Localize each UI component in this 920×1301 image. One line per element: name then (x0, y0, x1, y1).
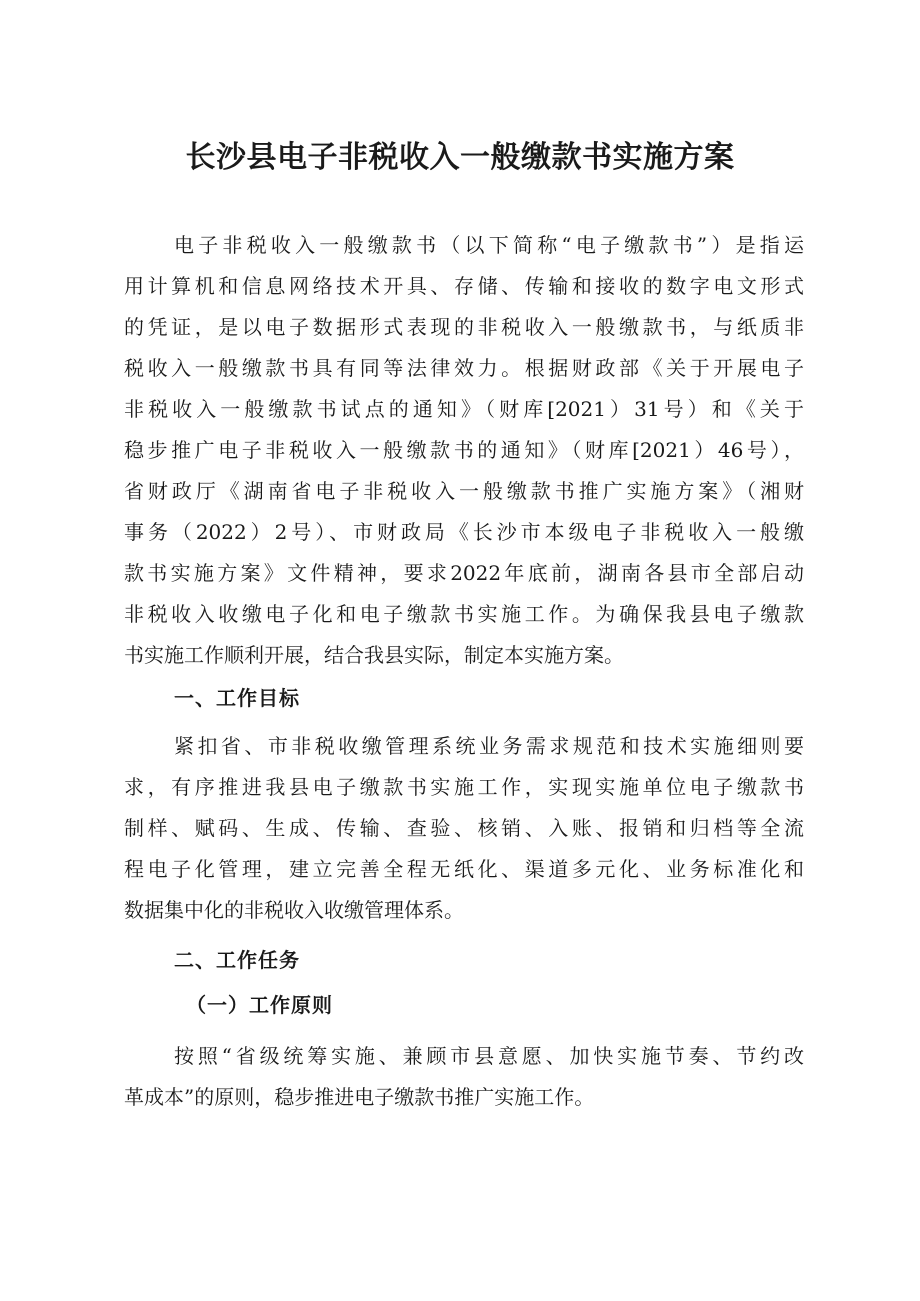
subsection-heading-principles: （一）工作原则 (186, 993, 333, 1017)
document-title: 长沙县电子非税收入一般缴款书实施方案 (185, 140, 735, 175)
intro-line: 省财政厅《湖南省电子非税收入一般缴款书推广实施方案》（湘财 (124, 479, 804, 503)
intro-line: 的凭证，是以电子数据形式表现的非税收入一般缴款书，与纸质非 (124, 315, 804, 339)
section-heading-goals: 一、工作目标 (174, 686, 300, 710)
section1-line: 程电子化管理，建立完善全程无纸化、渠道多元化、业务标准化和 (124, 857, 804, 881)
intro-line: 用计算机和信息网络技术开具、存储、传输和接收的数字电文形式 (124, 274, 804, 298)
section-heading-tasks: 二、工作任务 (174, 948, 300, 972)
intro-line: 款书实施方案》文件精神，要求2022年底前，湖南各县市全部启动 (124, 561, 804, 585)
intro-line: 非税收入收缴电子化和电子缴款书实施工作。为确保我县电子缴款 (124, 602, 804, 626)
intro-line: 事务（2022）2号）、市财政局《长沙市本级电子非税收入一般缴 (124, 520, 804, 544)
section1-line: 数据集中化的非税收入收缴管理体系。 (124, 898, 464, 922)
intro-line: 书实施工作顺利开展，结合我县实际，制定本实施方案。 (124, 643, 624, 667)
section1-line: 求，有序推进我县电子缴款书实施工作，实现实施单位电子缴款书 (124, 775, 804, 799)
section1-line: 紧扣省、市非税收缴管理系统业务需求规范和技术实施细则要 (174, 734, 804, 758)
intro-line: 非税收入一般缴款书试点的通知》（财库[2021）31号）和《关于 (124, 397, 804, 421)
intro-line: 电子非税收入一般缴款书（以下简称“电子缴款书”）是指运 (174, 233, 804, 257)
intro-line: 税收入一般缴款书具有同等法律效力。根据财政部《关于开展电子 (124, 356, 804, 380)
subsection1-line: 按照“省级统筹实施、兼顾市县意愿、加快实施节奏、节约改 (174, 1044, 804, 1068)
section1-line: 制样、赋码、生成、传输、查验、核销、入账、报销和归档等全流 (124, 816, 804, 840)
intro-line: 稳步推广电子非税收入一般缴款书的通知》（财库[2021）46号）， (124, 438, 804, 462)
subsection1-line: 革成本”的原则，稳步推进电子缴款书推广实施工作。 (124, 1085, 595, 1109)
